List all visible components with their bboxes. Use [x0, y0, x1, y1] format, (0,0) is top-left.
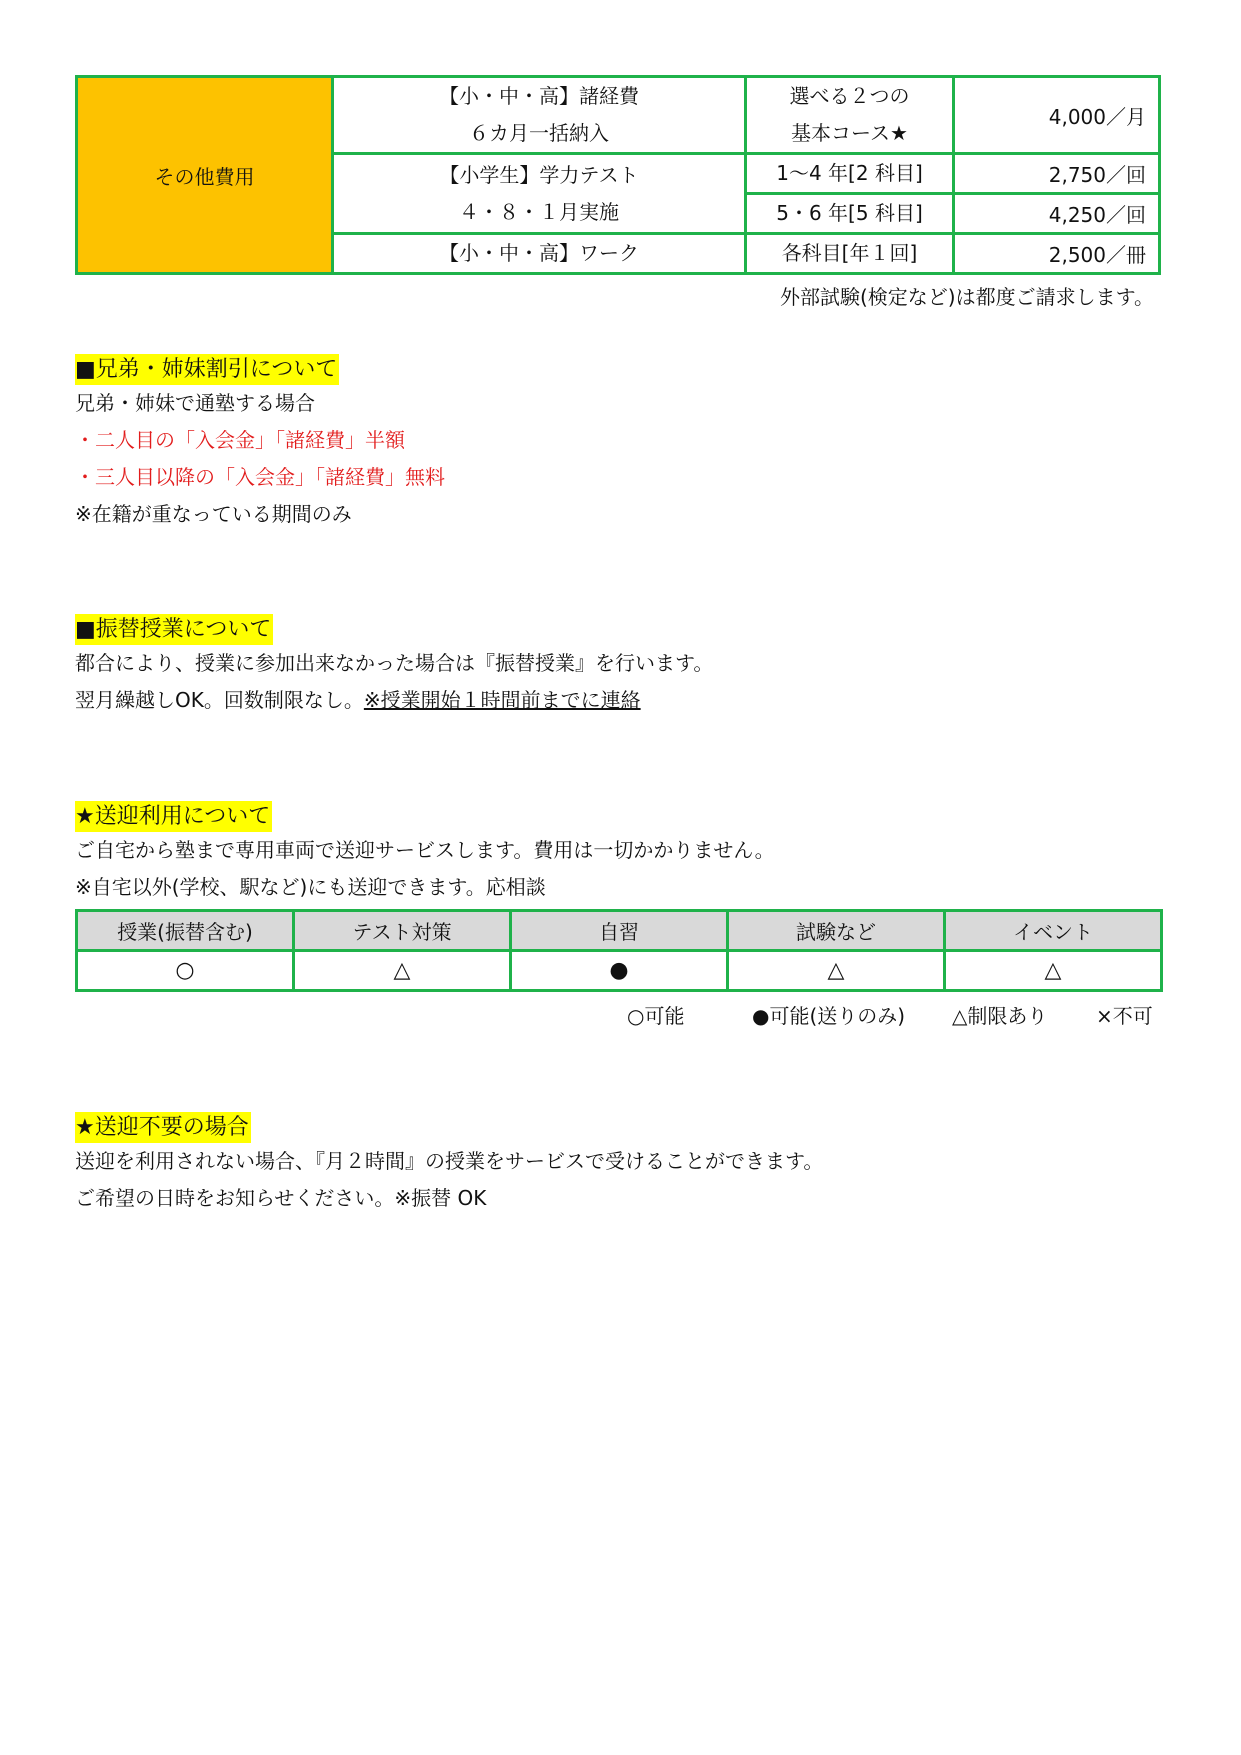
- transport-line-2: ※自宅以外(学校、駅など)にも送迎できます。応相談: [75, 875, 546, 899]
- transport-table-values: [77, 951, 1162, 991]
- sibling-discount-line-2: ・二人目の「入会金」「諸経費」半額: [75, 428, 405, 452]
- transport-heading: ★送迎利用について: [75, 801, 272, 832]
- transport-col-self-study: 自習: [511, 911, 728, 951]
- makeup-class-heading: ■振替授業について: [75, 614, 273, 645]
- fee-price-expenses: 4,000／月: [954, 77, 1160, 154]
- fee-item-test: [333, 154, 746, 234]
- makeup-class-deadline-note: ※授業開始１時間前までに連絡: [363, 688, 641, 712]
- fee-item-workbook: 【小・中・高】ワーク: [333, 234, 746, 274]
- fee-course-workbook: 各科目[年１回]: [746, 234, 954, 274]
- fee-course-expenses-line2: 基本コース★: [791, 121, 908, 145]
- fee-item-expenses-line1: 【小・中・高】諸経費: [439, 84, 639, 108]
- fee-item-expenses-line2: ６カ月一括納入: [469, 121, 609, 145]
- legend-drop-off-only: ●可能(送りのみ): [752, 1004, 906, 1028]
- makeup-class-line-2-prefix: 翌月繰越しOK。回数制限なし。: [75, 688, 364, 712]
- sibling-discount-line-3: ・三人目以降の「入会金」「諸経費」無料: [75, 465, 445, 489]
- transport-val-events: △: [945, 951, 1162, 991]
- no-transport-heading: ★送迎不要の場合: [75, 1112, 251, 1143]
- fee-price-test-1-4: 2,750／回: [954, 154, 1160, 194]
- legend-not-possible: ×不可: [1096, 1004, 1153, 1028]
- fee-item-expenses: [333, 77, 746, 154]
- fee-item-test-line2: ４・８・１月実施: [459, 199, 619, 224]
- no-transport-line-1: 送迎を利用されない場合、『月２時間』の授業をサービスで受けることができます。: [75, 1149, 824, 1173]
- no-transport-section: [75, 1112, 1165, 1217]
- transport-col-exams: 試験など: [728, 911, 945, 951]
- transport-col-lesson: 授業(振替含む): [77, 911, 294, 951]
- makeup-class-section: [75, 614, 1165, 719]
- fee-price-test-5-6: 4,250／回: [954, 194, 1160, 234]
- fee-category-cell: その他費用: [77, 77, 333, 274]
- fee-course-expenses: [746, 77, 954, 154]
- makeup-class-line-1: 都合により、授業に参加出来なかった場合は『振替授業』を行います。: [75, 651, 714, 675]
- transport-val-exams: △: [728, 951, 945, 991]
- transport-val-self-study: ●: [511, 951, 728, 991]
- makeup-class-line-2: [75, 682, 1165, 719]
- transport-val-lesson: ○: [77, 951, 294, 991]
- transport-val-test-prep: △: [294, 951, 511, 991]
- transport-line-1: ご自宅から塾まで専用車両で送迎サービスします。費用は一切かかりません。: [75, 838, 775, 862]
- legend-possible: ○可能: [627, 1004, 685, 1028]
- fee-course-test-5-6: 5・6 年[5 科目]: [746, 194, 954, 234]
- fee-course-expenses-line1: 選べる２つの: [789, 84, 910, 108]
- fee-row-expenses: [77, 77, 1160, 154]
- transport-col-test-prep: テスト対策: [294, 911, 511, 951]
- fee-course-test-1-4: 1～4 年[2 科目]: [746, 154, 954, 194]
- fee-table: [75, 75, 1161, 275]
- transport-legend: [0, 1000, 1241, 1034]
- transport-col-events: イベント: [945, 911, 1162, 951]
- fee-price-workbook: 2,500／冊: [954, 234, 1160, 274]
- fee-note: 外部試験(検定など)は都度ご請求します。: [779, 285, 1154, 309]
- transport-table: [75, 909, 1163, 992]
- sibling-discount-heading: ■兄弟・姉妹割引について: [75, 354, 339, 385]
- transport-section: [75, 801, 1165, 906]
- sibling-discount-line-4: ※在籍が重なっている期間のみ: [75, 502, 352, 526]
- sibling-discount-section: [75, 354, 1165, 533]
- no-transport-line-2: ご希望の日時をお知らせください。※振替 OK: [75, 1186, 487, 1210]
- transport-table-header: [77, 911, 1162, 951]
- sibling-discount-line-1: 兄弟・姉妹で通塾する場合: [75, 391, 315, 415]
- fee-item-test-line1: 【小学生】学力テスト: [439, 162, 639, 187]
- legend-limited: △制限あり: [952, 1004, 1048, 1028]
